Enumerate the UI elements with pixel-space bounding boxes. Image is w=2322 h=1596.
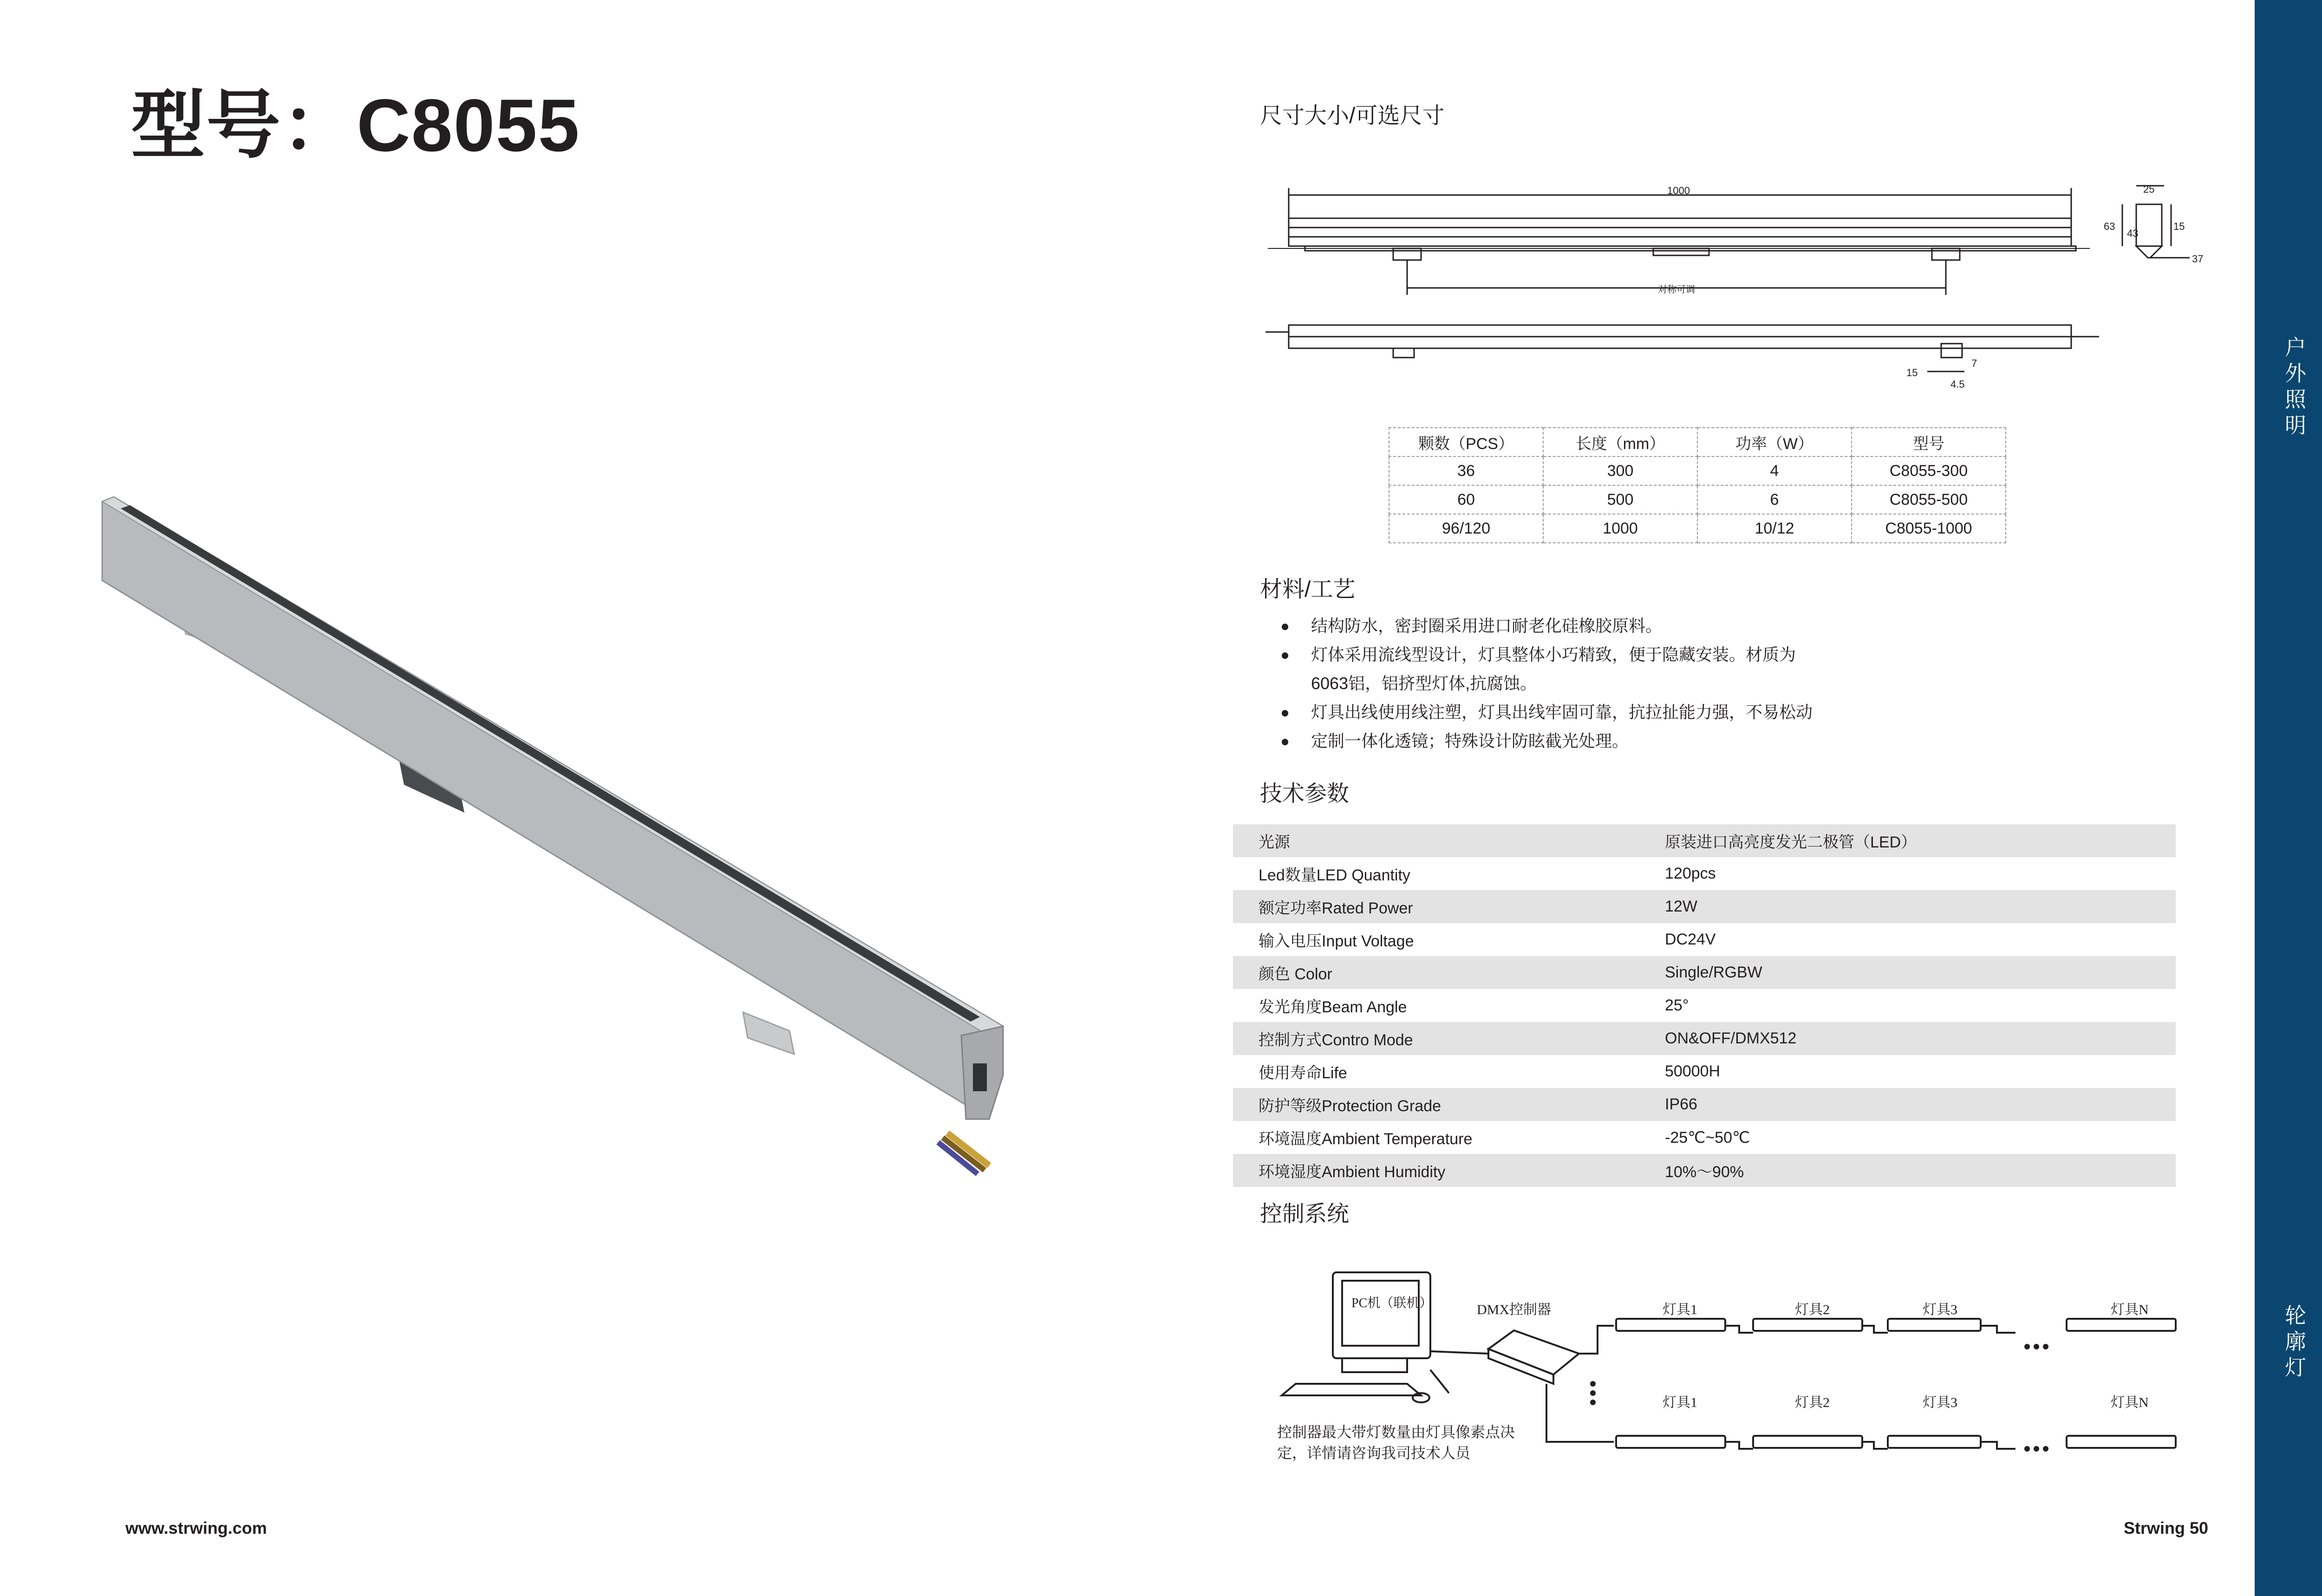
spec-label: 控制方式Contro Mode (1233, 1022, 1639, 1055)
bullet-icon (1282, 624, 1288, 630)
sidebar-char: 户 (2285, 335, 2306, 359)
size-table-row (1389, 485, 2006, 514)
spec-label: 发光角度Beam Angle (1233, 989, 1639, 1022)
side-height2-label: 43 (2127, 228, 2139, 239)
spec-value: 120pcs (1639, 857, 2176, 890)
category-sidebar (2255, 0, 2322, 1596)
size-table (1389, 427, 2006, 543)
fixture-top-view (1289, 218, 2071, 246)
side-width-label: 25 (2143, 183, 2155, 195)
center-label: 对称可调 (1658, 285, 1695, 295)
bracket-thickness-label: 4.5 (1950, 378, 1965, 390)
center-mark (1653, 248, 1709, 255)
size-table-cell: 500 (1543, 485, 1697, 514)
spec-value: Single/RGBW (1639, 956, 2176, 989)
spec-label: Led数量LED Quantity (1233, 857, 1639, 890)
bracket-right-side (1941, 344, 1962, 358)
spec-table (1233, 824, 2176, 1187)
fixture-3-row1-icon (1888, 1319, 1981, 1331)
spec-value: 50000H (1639, 1055, 2176, 1088)
size-table-header-cell: 长度（mm） (1543, 428, 1697, 456)
product-image (93, 488, 1012, 1193)
bracket-left-side (1393, 348, 1414, 358)
fixture-n-row2-label: 灯具N (2111, 1395, 2149, 1410)
fixture-1-row1-icon (1616, 1319, 1725, 1331)
fixture-2-row2-label: 灯具2 (1795, 1395, 1830, 1410)
material-line-1: 结构防水，密封圈采用进口耐老化硅橡胶原料。 (1311, 616, 1663, 635)
size-table-row (1389, 456, 2006, 485)
spec-value: DC24V (1639, 923, 2176, 956)
bracket-width-label: 15 (1906, 367, 1918, 378)
size-table-header-cell: 型号 (1852, 428, 2006, 456)
bracket-bottom (743, 1012, 794, 1054)
control-diagram (1254, 1254, 2206, 1467)
spec-row (1233, 824, 2176, 857)
dmx-controller-icon (1488, 1330, 1579, 1375)
spec-label: 环境温度Ambient Temperature (1233, 1121, 1639, 1154)
fixture-n-row1-label: 灯具N (2111, 1302, 2149, 1317)
spec-label: 光源 (1233, 824, 1639, 857)
bullet-icon (1282, 652, 1288, 659)
fixture-1-row1-label: 灯具1 (1663, 1302, 1697, 1317)
spec-value: 原装进口高亮度发光二极管（LED） (1639, 824, 2176, 857)
fixture-2-row1-icon (1753, 1319, 1862, 1331)
sidebar-char: 轮 (2285, 1303, 2306, 1328)
spec-row (1233, 857, 2176, 890)
material-line-3: 6063铝，铝挤型灯体,抗腐蚀。 (1311, 674, 1537, 693)
size-table-header (1389, 428, 2006, 456)
page-title: 型号：C8055 (131, 84, 580, 167)
spec-row (1233, 956, 2176, 989)
spec-row (1233, 1055, 2176, 1088)
size-table-cell: 96/120 (1389, 514, 1543, 543)
fixture-3-row2-icon (1888, 1436, 1981, 1448)
spec-row (1233, 1022, 2176, 1055)
dimensions-heading: 尺寸大小/可选尺寸 (1260, 104, 1445, 128)
spec-row (1233, 1121, 2176, 1154)
spec-row (1233, 989, 2176, 1022)
size-table-cell: 300 (1543, 456, 1697, 485)
fixture-2-row1-label: 灯具2 (1795, 1302, 1830, 1317)
material-line-2: 灯体采用流线型设计，灯具整体小巧精致，便于隐藏安装。材质为 (1311, 645, 1796, 664)
fixture-3-row2-label: 灯具3 (1923, 1395, 1957, 1410)
side-depth-label: 37 (2192, 253, 2204, 265)
spec-row (1233, 1154, 2176, 1187)
spec-value: ON&OFF/DMX512 (1639, 1022, 2176, 1055)
size-table-cell: 36 (1389, 456, 1543, 485)
spec-row (1233, 890, 2176, 923)
spec-value: 10%～90% (1639, 1154, 2176, 1187)
length-label: 1000 (1667, 185, 1690, 196)
control-note-line-2: 定，详情请咨询我司技术人员 (1277, 1445, 1471, 1461)
size-table-cell: C8055-1000 (1852, 514, 2006, 543)
spec-label: 输入电压Input Voltage (1233, 923, 1639, 956)
sidebar-char: 外 (2285, 361, 2306, 385)
page-number: Strwing 50 (2124, 1518, 2209, 1537)
spec-label: 环境湿度Ambient Humidity (1233, 1154, 1639, 1187)
sidebar-char: 廓 (2285, 1329, 2306, 1354)
size-table-cell: 10/12 (1697, 514, 1852, 543)
size-table-cell: 4 (1697, 456, 1852, 485)
spec-value: 12W (1639, 890, 2176, 923)
size-table-cell: 1000 (1543, 514, 1697, 543)
fixture-n-row1-icon (2067, 1319, 2176, 1331)
sidebar-char: 照 (2285, 387, 2306, 411)
bullet-icon (1282, 710, 1288, 717)
sidebar-char: 明 (2285, 413, 2306, 437)
size-table-cell: C8055-500 (1852, 485, 2006, 514)
control-heading: 控制系统 (1260, 1202, 1350, 1226)
pc-label: PC机（联机） (1351, 1296, 1433, 1310)
size-table-header-cell: 功率（W） (1697, 428, 1852, 456)
spec-value: -25℃~50℃ (1639, 1121, 2176, 1154)
body-side (102, 497, 1003, 1119)
keyboard-icon (1282, 1384, 1421, 1395)
control-note-line-1: 控制器最大带灯数量由灯具像素点决 (1277, 1424, 1515, 1440)
sidebar-top-label (2255, 334, 2322, 438)
fixture-1-row2-label: 灯具1 (1663, 1395, 1697, 1410)
fixture-3-row1-label: 灯具3 (1923, 1302, 1957, 1317)
size-table-row (1389, 514, 2006, 543)
spec-value: IP66 (1639, 1088, 2176, 1121)
size-table-cell: 60 (1389, 485, 1543, 514)
fixture-1-row2-icon (1616, 1436, 1725, 1448)
bracket-height-label: 7 (1971, 358, 1977, 369)
dimension-drawing (1254, 176, 2206, 395)
spec-label: 防护等级Protection Grade (1233, 1088, 1639, 1121)
lens-strip (121, 505, 980, 1022)
materials-heading: 材料/工艺 (1260, 577, 1356, 602)
size-table-cell: C8055-300 (1852, 456, 2006, 485)
spec-row (1233, 923, 2176, 956)
website-footer: www.strwing.com (125, 1518, 267, 1537)
spec-label: 额定功率Rated Power (1233, 890, 1639, 923)
sidebar-bottom-label (2255, 1303, 2322, 1381)
material-line-5: 定制一体化透镜；特殊设计防眩截光处理。 (1311, 731, 1629, 750)
fixture-2-row2-icon (1753, 1436, 1862, 1448)
specs-heading: 技术参数 (1260, 782, 1350, 806)
spec-label: 颜色 Color (1233, 956, 1639, 989)
size-table-cell: 6 (1697, 485, 1852, 514)
sidebar-char: 灯 (2285, 1355, 2306, 1380)
spec-label: 使用寿命Life (1233, 1055, 1639, 1088)
fixture-n-row2-icon (2067, 1436, 2176, 1448)
end-cap-slot (973, 1063, 987, 1091)
bullet-icon (1282, 739, 1288, 745)
size-table-header-cell: 颗数（PCS） (1389, 428, 1543, 456)
dmx-label: DMX控制器 (1477, 1302, 1552, 1317)
side-height-label: 63 (2104, 221, 2115, 232)
spec-row (1233, 1088, 2176, 1121)
pc-case-icon (1342, 1358, 1407, 1372)
material-line-4: 灯具出线使用线注塑，灯具出线牢固可靠，抗拉扯能力强，不易松动 (1311, 703, 1813, 722)
spec-value: 25° (1639, 989, 2176, 1022)
end-profile (2136, 204, 2162, 246)
side-height3-label: 15 (2173, 221, 2185, 232)
